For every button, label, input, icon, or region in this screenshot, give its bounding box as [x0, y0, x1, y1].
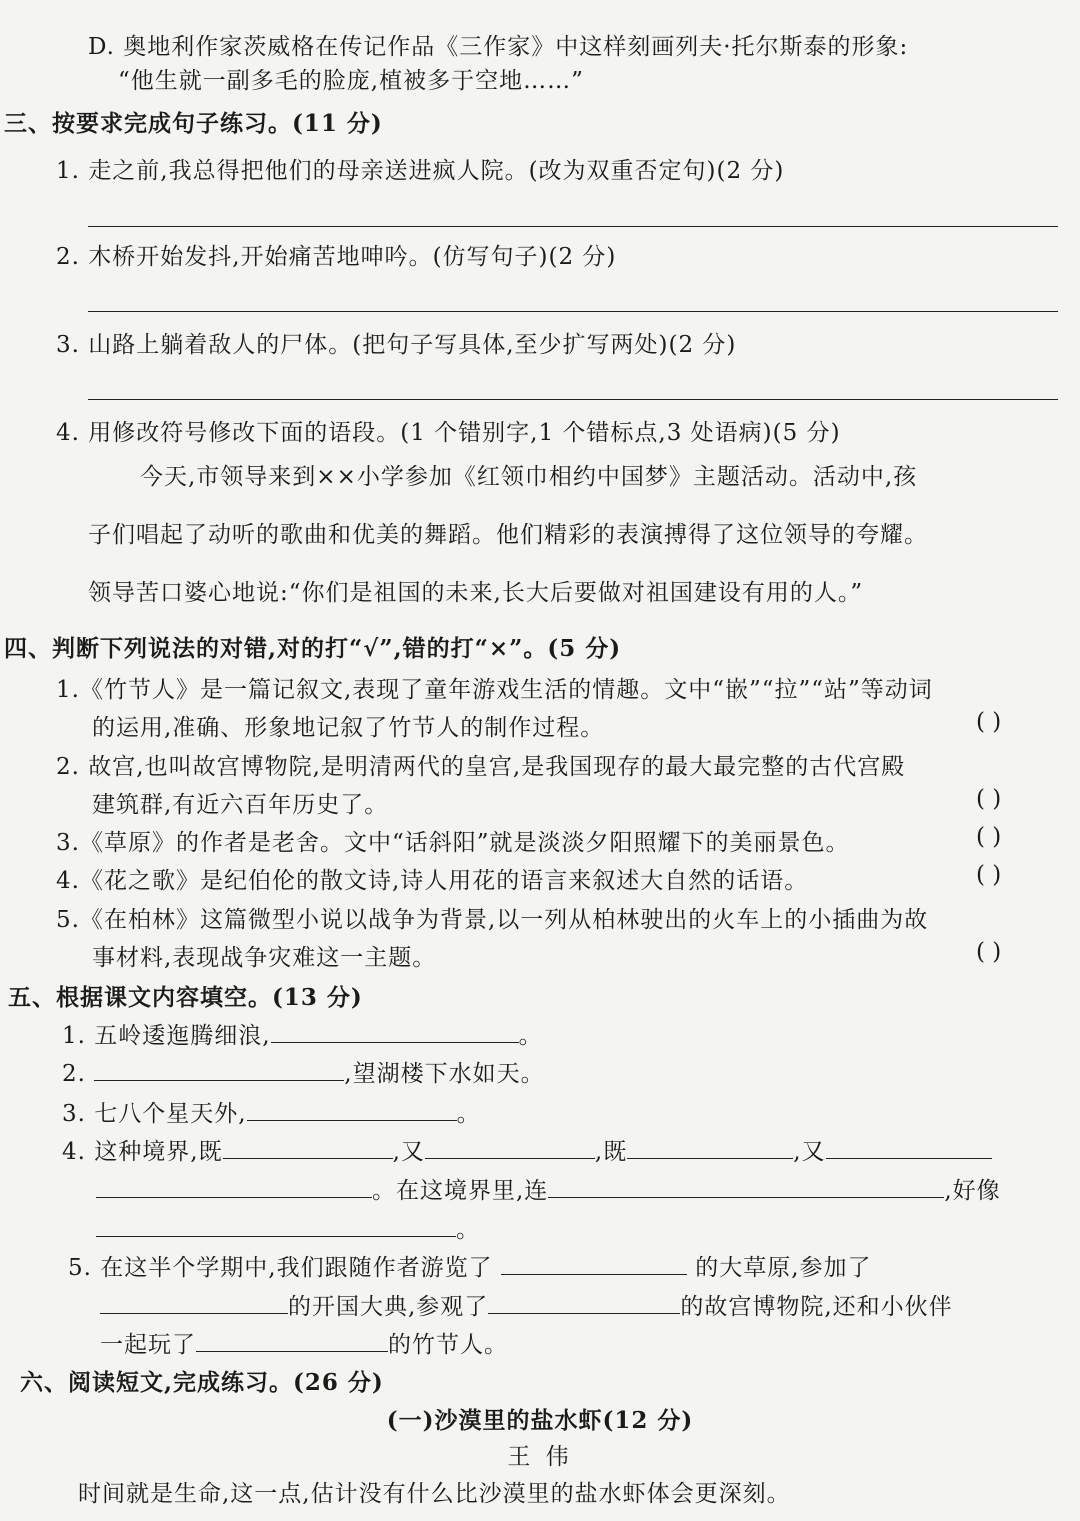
passage-line1: 今天,市领导来到××小学参加《红领巾相约中国梦》主题活动。活动中,孩 [140, 464, 918, 490]
judge-item-1-line2: 的运用,准确、形象地记叙了竹节人的制作过程。 [92, 715, 605, 741]
judge-paren-5[interactable]: ( ) [976, 939, 1002, 965]
fill-q5-gugong: 的故宫博物院,还和小伙伴 [680, 1294, 953, 1320]
fill-q4-end: 。 [456, 1217, 480, 1243]
section4-heading: 四、判断下列说法的对错,对的打“√”,错的打“×”。(5 分) [4, 635, 622, 662]
fill-q4-line1 [62, 1133, 992, 1166]
passage-line2: 子们唱起了动听的歌曲和优美的舞蹈。他们精彩的表演搏得了这位领导的夸耀。 [88, 522, 928, 548]
judge-item-2-line2: 建筑群,有近六百年历史了。 [92, 792, 389, 818]
fill-q2-num: 2. [62, 1061, 86, 1087]
section5-heading: 五、根据课文内容填空。(13 分) [8, 984, 363, 1011]
judge-item-5-line1: 5.《在柏林》这篇微型小说以战争为背景,以一列从柏林驶出的火车上的小插曲为故 [56, 907, 929, 933]
blank-q4-c[interactable] [627, 1136, 793, 1159]
fill-q1-end: 。 [518, 1023, 543, 1049]
fill-q3-text: 3. 七八个星天外, [62, 1101, 247, 1127]
section3-q1: 1. 走之前,我总得把他们的母亲送进疯人院。(改为双重否定句)(2 分) [56, 158, 785, 184]
fill-q4-line2 [96, 1172, 1001, 1205]
passage-line3: 领导苦口婆心地说:“你们是祖国的未来,长大后要做对祖国建设有用的人。” [88, 580, 864, 606]
judge-item-2-line1: 2. 故宫,也叫故宫博物院,是明清两代的皇宫,是我国现存的最大最完整的古代宫殿 [56, 754, 906, 780]
judge-item-5-line2: 事材料,表现战争灾难这一主题。 [92, 945, 437, 971]
blank-q2[interactable] [94, 1058, 344, 1081]
blank-q5-d[interactable] [196, 1329, 388, 1352]
fill-q4-mid: 。在这境界里,连 [372, 1178, 549, 1204]
blank-q1[interactable] [271, 1020, 519, 1043]
judge-item-3: 3.《草原》的作者是老舍。文中“话斜阳”就是淡淡夕阳照耀下的美丽景色。 [56, 830, 850, 856]
section6-heading: 六、阅读短文,完成练习。(26 分) [20, 1369, 384, 1396]
answer-line-q1[interactable] [88, 226, 1058, 227]
answer-line-q2[interactable] [88, 311, 1058, 312]
passage-subtitle: (一)沙漠里的盐水虾(12 分) [386, 1407, 694, 1434]
blank-q4-e[interactable] [96, 1175, 372, 1198]
section3-q4: 4. 用修改符号修改下面的语段。(1 个错别字,1 个错标点,3 处语病)(5 分) [56, 420, 841, 446]
fill-q5-kaiguo: 的开国大典,参观了 [288, 1294, 489, 1320]
blank-q3[interactable] [247, 1098, 457, 1121]
blank-q5-b[interactable] [100, 1291, 288, 1314]
judge-paren-2[interactable]: ( ) [976, 786, 1002, 812]
judge-item-1-line1: 1.《竹节人》是一篇记叙文,表现了童年游戏生活的情趣。文中“嵌”“拉”“站”等动词 [56, 677, 933, 703]
option-d-line2: “他生就一副多毛的脸庞,植被多于空地……” [118, 68, 584, 94]
fill-q5-line3 [100, 1326, 508, 1359]
fill-q5-text: 5. 在这半个学期中,我们跟随作者游览了 [68, 1255, 493, 1281]
fill-q2 [62, 1055, 545, 1088]
fill-q3 [62, 1095, 481, 1128]
fill-q4-haoxiang: ,好像 [944, 1178, 1001, 1204]
passage-author: 王 伟 [507, 1444, 573, 1470]
fill-q2-text: ,望湖楼下水如天。 [344, 1061, 545, 1087]
option-d-line1: D. 奥地利作家茨威格在传记作品《三作家》中这样刻画列夫·托尔斯泰的形象: [88, 34, 909, 60]
blank-q4-f[interactable] [548, 1175, 944, 1198]
section3-q2: 2. 木桥开始发抖,开始痛苦地呻吟。(仿写句子)(2 分) [56, 244, 617, 270]
fill-q4-you1: ,又 [392, 1139, 425, 1165]
fill-q5-line2 [100, 1288, 953, 1321]
judge-paren-3[interactable]: ( ) [976, 824, 1002, 850]
passage-first-line: 时间就是生命,这一点,估计没有什么比沙漠里的盐水虾体会更深刻。 [78, 1481, 791, 1507]
blank-q5-a[interactable] [501, 1252, 687, 1275]
answer-line-q3[interactable] [88, 399, 1058, 400]
fill-q4-you2: ,又 [793, 1139, 826, 1165]
judge-paren-4[interactable]: ( ) [976, 862, 1002, 888]
fill-q1-text: 1. 五岭逶迤腾细浪, [62, 1023, 271, 1049]
blank-q4-b[interactable] [425, 1136, 595, 1159]
fill-q5-caoyuan: 的大草原,参加了 [695, 1255, 872, 1281]
fill-q3-end: 。 [456, 1101, 481, 1127]
fill-q5-yiqi: 一起玩了 [100, 1332, 196, 1358]
fill-q4-line3 [96, 1211, 480, 1244]
fill-q5-line1 [68, 1249, 872, 1282]
fill-q5-zhujie: 的竹节人。 [388, 1332, 508, 1358]
blank-q4-a[interactable] [223, 1136, 393, 1159]
fill-q1 [62, 1017, 543, 1050]
fill-q4-ji: ,既 [594, 1139, 628, 1165]
judge-item-4: 4.《花之歌》是纪伯伦的散文诗,诗人用花的语言来叙述大自然的话语。 [56, 868, 809, 894]
blank-q4-g[interactable] [96, 1214, 456, 1237]
fill-q4-text: 4. 这种境界,既 [62, 1139, 223, 1165]
section3-q3: 3. 山路上躺着敌人的尸体。(把句子写具体,至少扩写两处)(2 分) [56, 332, 737, 358]
section3-heading: 三、按要求完成句子练习。(11 分) [4, 110, 383, 137]
judge-paren-1[interactable]: ( ) [976, 709, 1002, 735]
blank-q4-d[interactable] [826, 1136, 992, 1159]
blank-q5-c[interactable] [488, 1291, 680, 1314]
